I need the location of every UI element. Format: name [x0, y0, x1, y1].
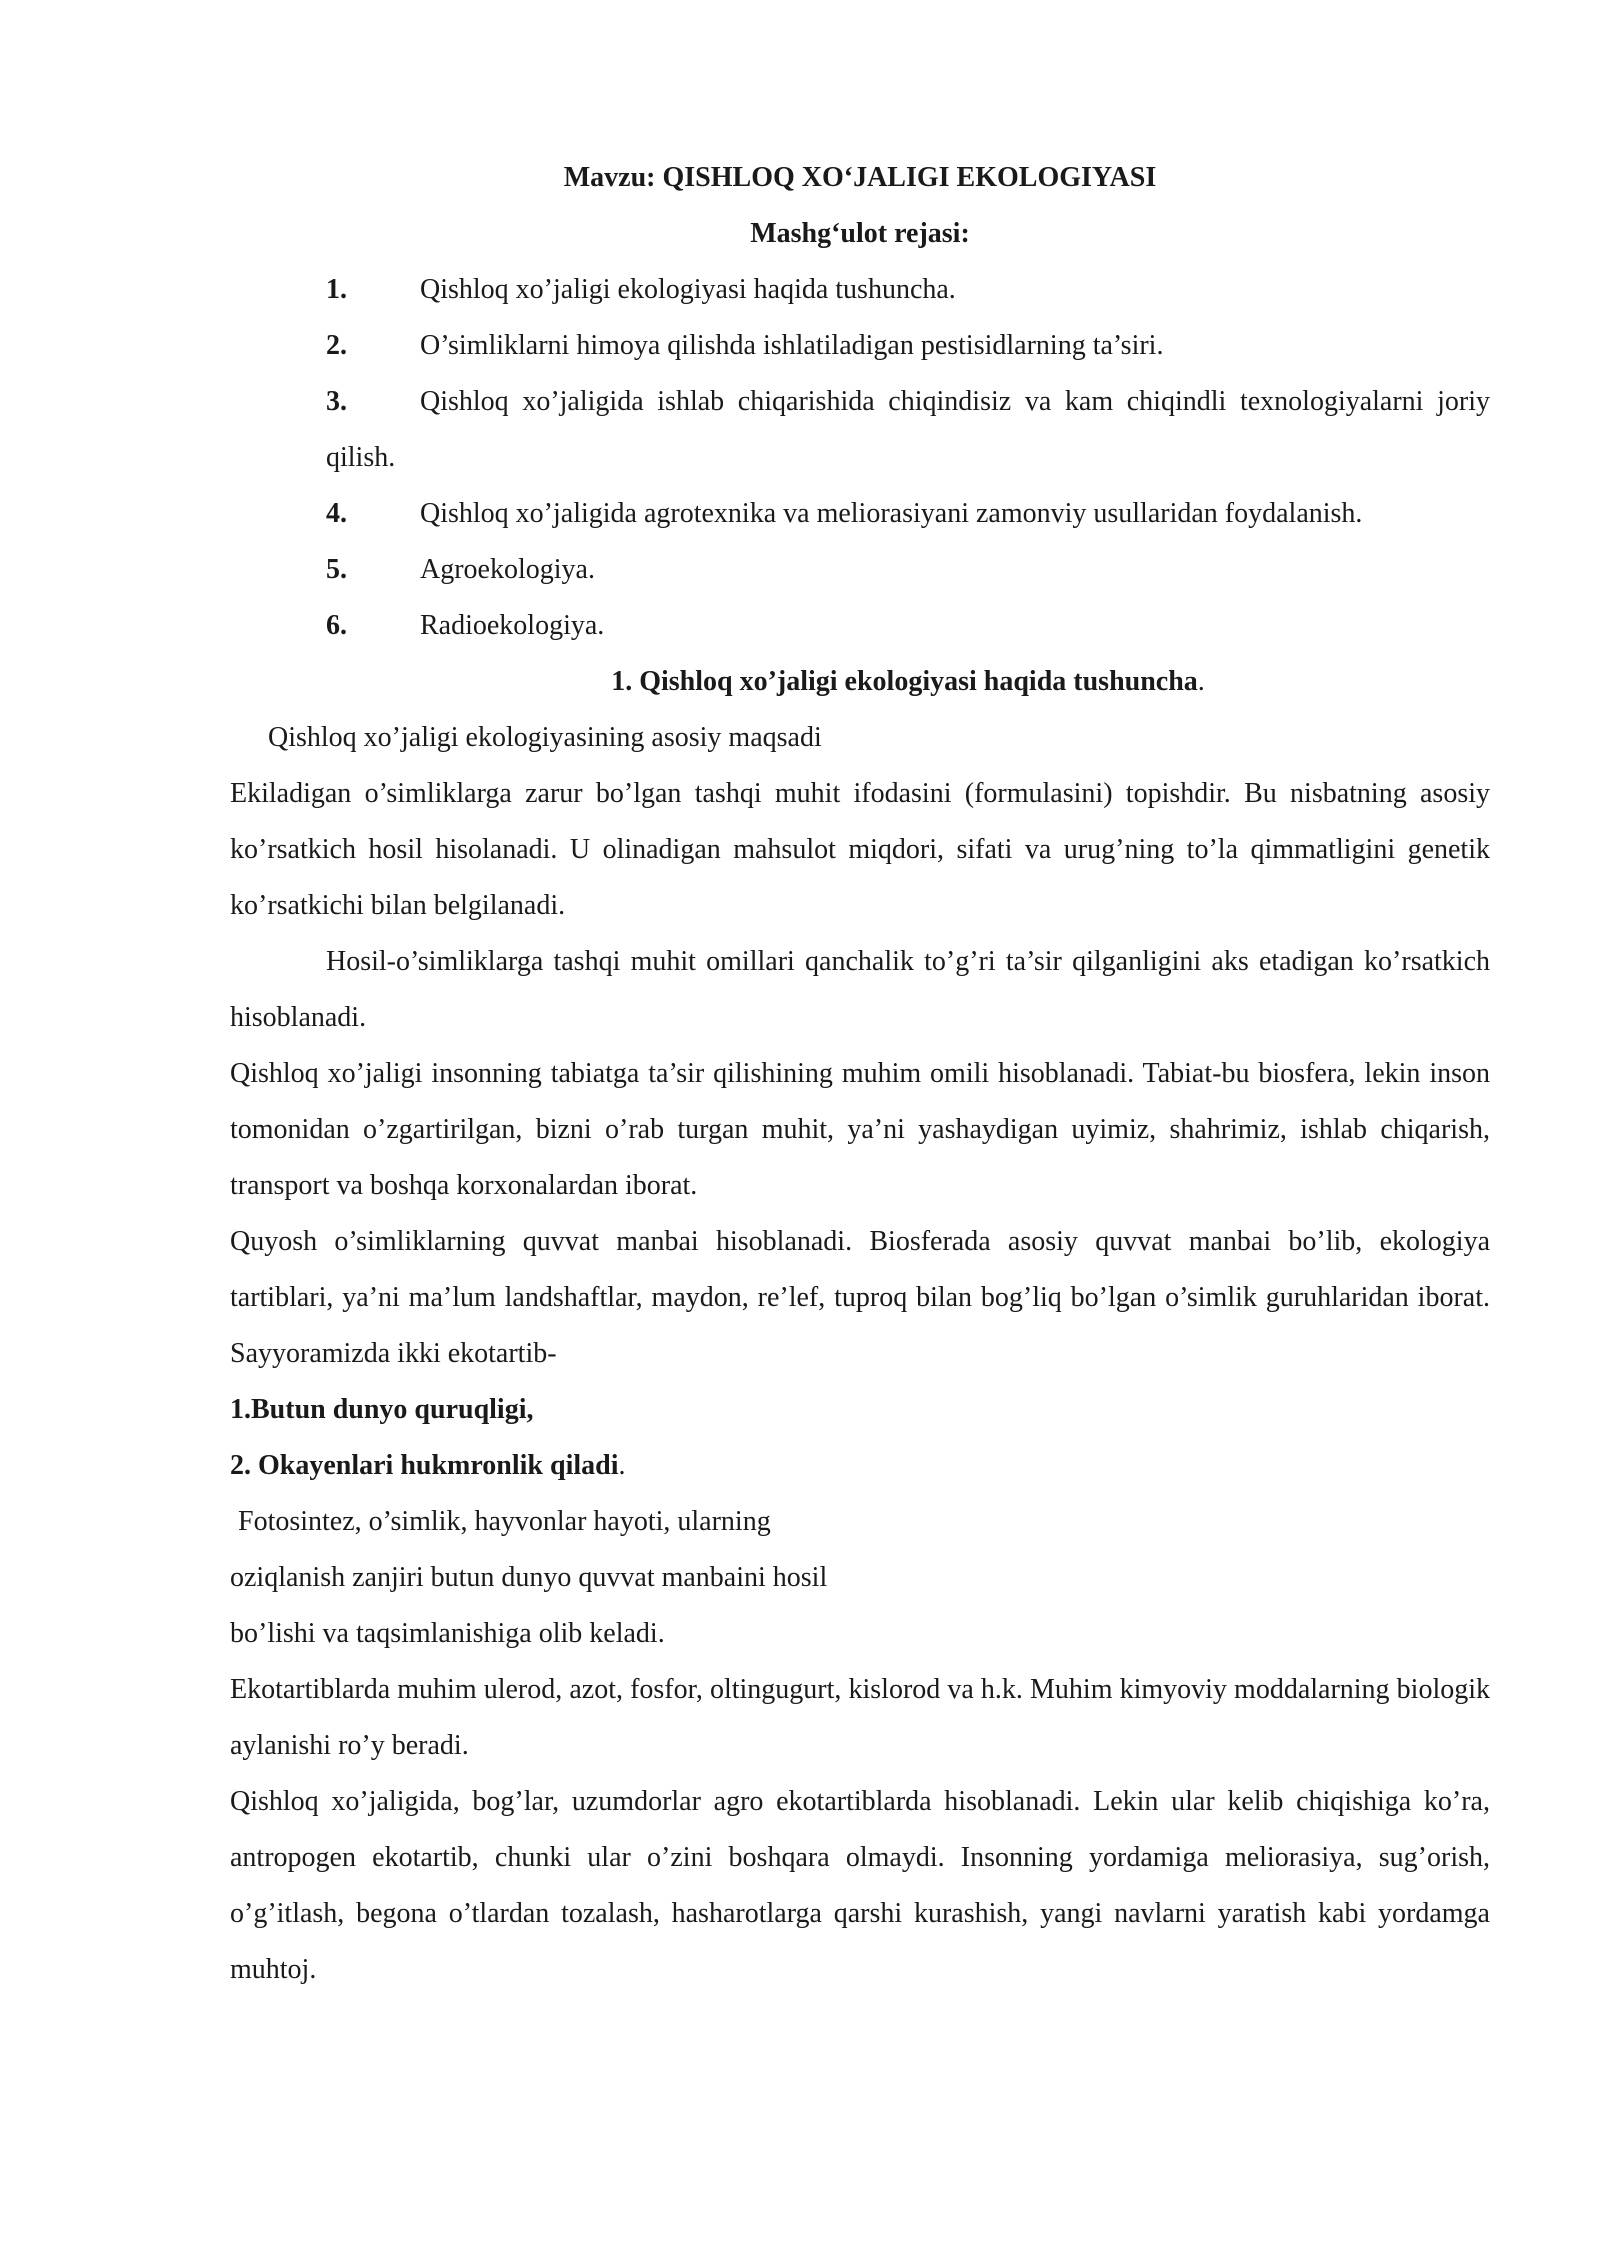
plan-item-number: 2. [326, 330, 347, 361]
paragraph: Qishloq xo’jaligida, bog’lar, uzumdorlar agro ekotartiblarda hisoblanadi. Lekin ular kelib chiqishiga ko’ra, antropogen ekotartib, chunki ular o’zini boshqara olmaydi. Insonning yordamiga meliorasiya, sug’orish, o’g’itlash, begona o’tlardan tozalash, hasharotlarga qarshi kurashish, yangi navlarni yaratish kabi yordamga muhtoj. [230, 1786, 1490, 1985]
plan-item [326, 486, 1490, 542]
plan-item-text: Radioekologiya. [420, 610, 605, 641]
plan-item-number: 6. [326, 610, 347, 641]
plan-list [326, 262, 1490, 654]
paragraph-line: bo’lishi va taqsimlanishiga olib keladi. [230, 1618, 665, 1649]
plan-item-number: 3. [326, 386, 347, 417]
plan-item-number: 1. [326, 274, 347, 305]
section-title [326, 654, 1490, 710]
paragraph: Qishloq xo’jaligi insonning tabiatga ta’sir qilishining muhim omili hisoblanadi. Tabiat-bu biosfera, lekin inson tomonidan o’zgartirilgan, bizni o’rab turgan muhit, ya’ni yashaydigan uyimiz, shahrimiz, ishlab chiqarish, transport va boshqa korxonalardan iborat. [230, 1058, 1490, 1201]
document-title: Mavzu: QISHLOQ XO‘JALIGI EKOLOGIYASI [563, 162, 1157, 193]
paragraph: Hosil-o’simliklarga tashqi muhit omillari qanchalik to’g’ri ta’sir qilganligini aks etadigan ko’rsatkich hisoblanadi. [230, 946, 1490, 1033]
plan-item-text: O’simliklarni himoya qilishda ishlatiladigan pestisidlarning ta’siri. [420, 330, 1164, 361]
paragraph-line: oziqlanish zanjiri butun dunyo quvvat manbaini hosil [230, 1562, 828, 1593]
paragraph: Quyosh o’simliklarning quvvat manbai hisoblanadi. Biosferada asosiy quvvat manbai bo’lib, ekologiya tartiblari, ya’ni ma’lum landshaftlar, maydon, re’lef, tuproq bilan bog’liq bo’lgan o’simlik guruhlaridan iborat. Sayyoramizda ikki ekotartib- [230, 1226, 1490, 1369]
plan-item-number: 4. [326, 498, 347, 529]
list-item-period: . [618, 1450, 626, 1481]
paragraph: Ekotartiblarda muhim ulerod, azot, fosfor, oltingugurt, kislorod va h.k. Muhim kimyoviy moddalarning biologik aylanishi ro’y beradi. [230, 1674, 1490, 1761]
plan-item-text: Qishloq xo’jaligida ishlab chiqarishida chiqindisiz va kam chiqindli texnologiyalarni joriy qilish. [326, 386, 1490, 473]
section-title-text: 1. Qishloq xo’jaligi ekologiyasi haqida tushuncha [611, 666, 1198, 697]
bold-list-item: 1.Butun dunyo quruqligi, [230, 1394, 534, 1425]
paragraph: Qishloq xo’jaligi ekologiyasining asosiy maqsadi [268, 722, 822, 753]
section-title-period: . [1197, 666, 1205, 697]
document-page [230, 150, 1490, 1998]
plan-item-text: Qishloq xo’jaligi ekologiyasi haqida tushuncha. [420, 274, 956, 305]
bold-list-item-line [230, 1438, 1490, 1494]
plan-item [326, 374, 1490, 486]
plan-item [326, 542, 1490, 598]
plan-item [326, 598, 1490, 654]
plan-item [326, 318, 1490, 374]
plan-item [326, 262, 1490, 318]
paragraph: Ekiladigan o’simliklarga zarur bo’lgan tashqi muhit ifodasini (formulasini) topishdir. Bu nisbatning asosiy ko’rsatkich hosil hisolanadi. U olinadigan mahsulot miqdori, sifati va urug’ning to’la qimmatligini genetik ko’rsatkichi bilan belgilanadi. [230, 778, 1490, 921]
plan-item-text: Qishloq xo’jaligida agrotexnika va meliorasiyani zamonviy usullaridan foydalanish. [420, 498, 1363, 529]
plan-item-number: 5. [326, 554, 347, 585]
plan-heading: Mashg‘ulot rejasi: [750, 218, 970, 249]
plan-item-text: Agroekologiya. [420, 554, 595, 585]
bold-list-item: 2. Okayenlari hukmronlik qiladi [230, 1450, 619, 1481]
paragraph-line: Fotosintez, o’simlik, hayvonlar hayoti, ularning [238, 1506, 771, 1537]
